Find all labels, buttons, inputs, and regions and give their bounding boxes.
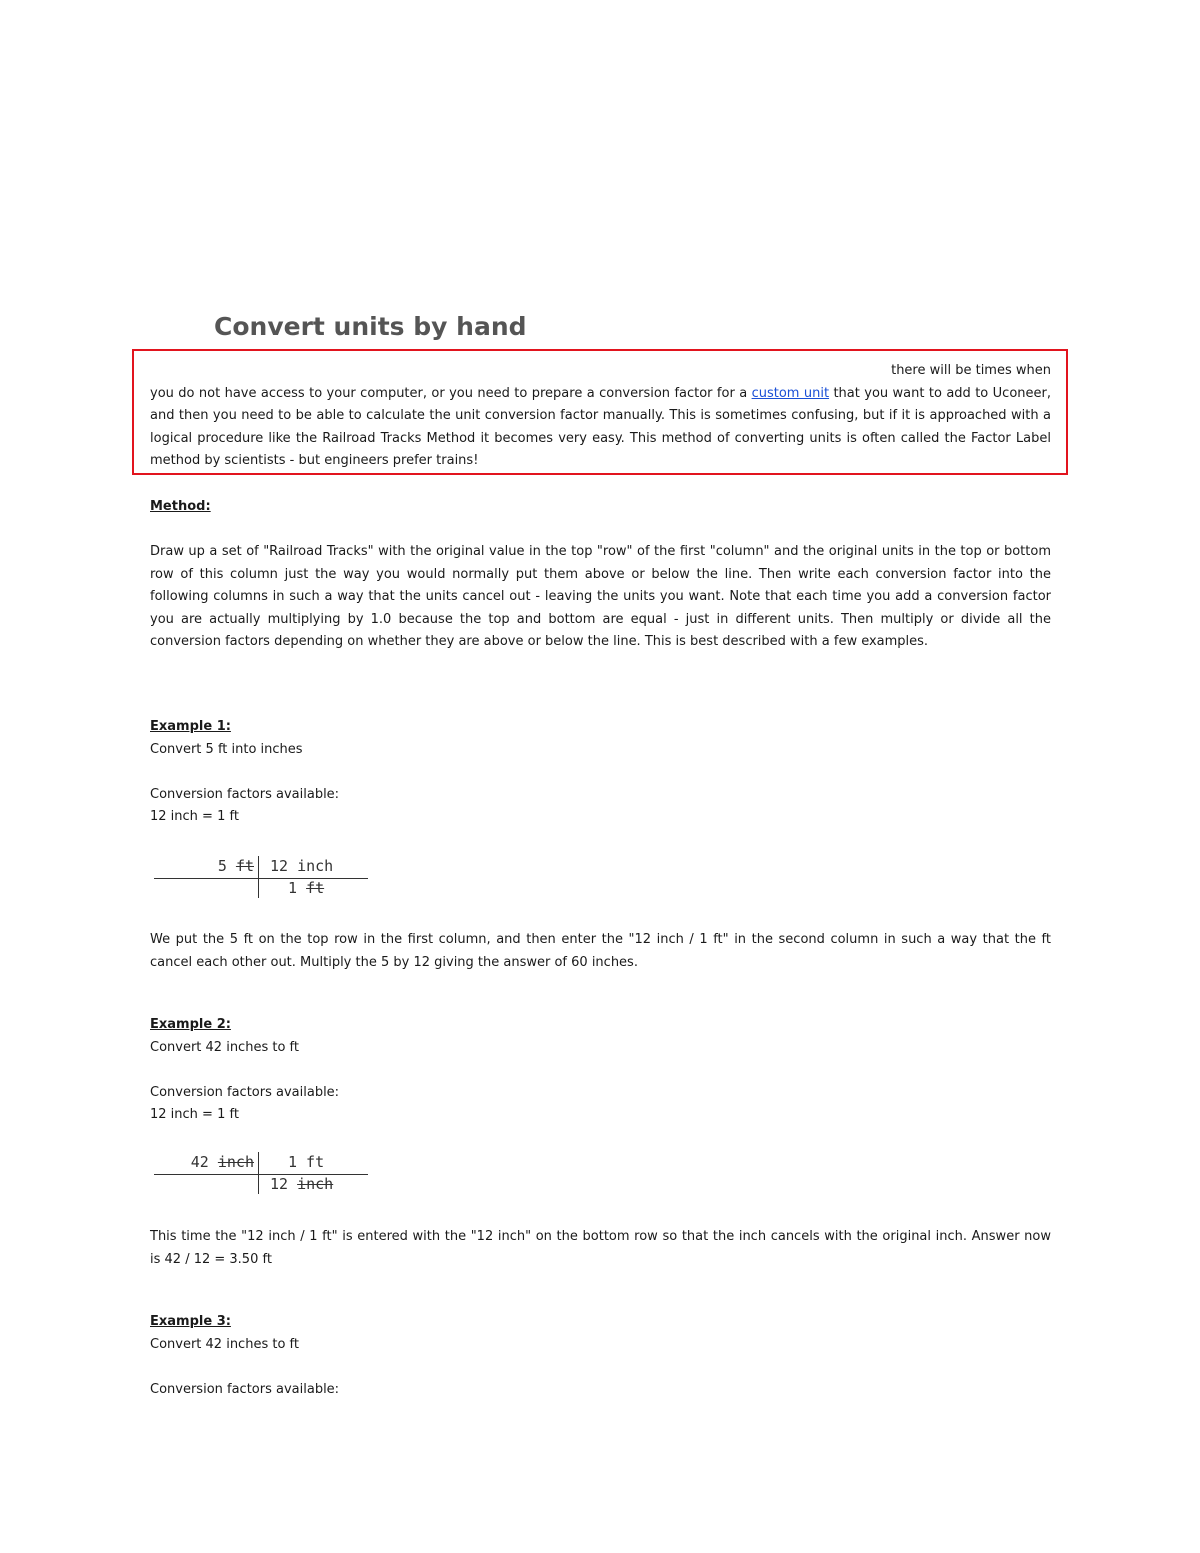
intro-text-after-link: that you want to add to Uconeer, and then you need to be able to calculate the unit conversion factor manually. This is sometimes confusing, but if it is approached with a logical procedure like the Railroad Tracks Method it becomes very easy. This method of converting units is often called the Factor Label method by scientists - but engineers prefer trains!	[150, 385, 1051, 469]
example-1-factors-label: Conversion factors available:	[150, 787, 340, 802]
example-3-factors-label: Conversion factors available:	[150, 1382, 340, 1397]
example-2-railroad-tracks	[154, 1152, 370, 1198]
track-horizontal-line	[154, 1174, 368, 1175]
track-vertical-line	[258, 856, 259, 898]
track-cell-start	[191, 1152, 254, 1172]
denominator-unit-cancelled: ft	[306, 879, 325, 897]
example-2-heading: Example 2:	[150, 1017, 231, 1032]
example-3-heading: Example 3:	[150, 1314, 231, 1329]
track-cell-denominator	[270, 1174, 333, 1194]
intro-first-line: there will be times when	[891, 363, 1051, 378]
example-2-factor: 12 inch = 1 ft	[150, 1107, 239, 1122]
track-cell-denominator	[270, 878, 324, 898]
track-cell-start	[218, 856, 254, 876]
denominator-value: 1	[288, 879, 298, 897]
example-1-heading: Example 1:	[150, 719, 231, 734]
start-value: 42	[190, 1153, 209, 1171]
track-cell-numerator: 12 inch	[270, 857, 334, 875]
custom-unit-link[interactable]: custom unit	[751, 385, 830, 401]
example-3-task: Convert 42 inches to ft	[150, 1337, 299, 1352]
intro-paragraph	[150, 383, 1051, 473]
track-horizontal-line	[154, 878, 368, 879]
example-2-task: Convert 42 inches to ft	[150, 1040, 299, 1055]
start-value: 5	[217, 857, 227, 875]
start-unit-cancelled: ft	[235, 857, 254, 875]
method-paragraph: Draw up a set of "Railroad Tracks" with the original value in the top "row" of the first "column" and the original units in the top or bottom row of this column just the way you would normally put them above or below the line. Then write each conversion factor into the following columns in such a way that the units cancel out - leaving the units you want. Note that each time you add a conversion factor you are actually multiplying by 1.0 because the top and bottom are equal - just in different units. Then multiply or divide all the conversion factors depending on whether they are above or below the line. This is best described with a few examples.	[150, 544, 1051, 650]
denominator-unit-cancelled: inch	[297, 1175, 334, 1193]
method-heading: Method:	[150, 499, 211, 514]
example-2-explanation: This time the "12 inch / 1 ft" is entered with the "12 inch" on the bottom row so that the inch cancels with the original inch. Answer now is 42 / 12 = 3.50 ft	[150, 1229, 1051, 1267]
track-vertical-line	[258, 1152, 259, 1194]
example-1-explanation: We put the 5 ft on the top row in the first column, and then enter the "12 inch / 1 ft" in the second column in such a way that the ft cancel each other out. Multiply the 5 by 12 giving the answer of 60 inches.	[150, 932, 1051, 970]
example-2-factors-label: Conversion factors available:	[150, 1085, 340, 1100]
example-1-factor: 12 inch = 1 ft	[150, 809, 239, 824]
page-title: Convert units by hand	[214, 312, 527, 341]
track-cell-numerator: 1 ft	[288, 1153, 325, 1171]
example-1-railroad-tracks	[154, 856, 370, 902]
denominator-value: 12	[270, 1175, 289, 1193]
intro-text-before-link: you do not have access to your computer, or you need to prepare a conversion factor for a	[150, 385, 752, 401]
example-1-task: Convert 5 ft into inches	[150, 742, 303, 757]
start-unit-cancelled: inch	[217, 1153, 254, 1171]
